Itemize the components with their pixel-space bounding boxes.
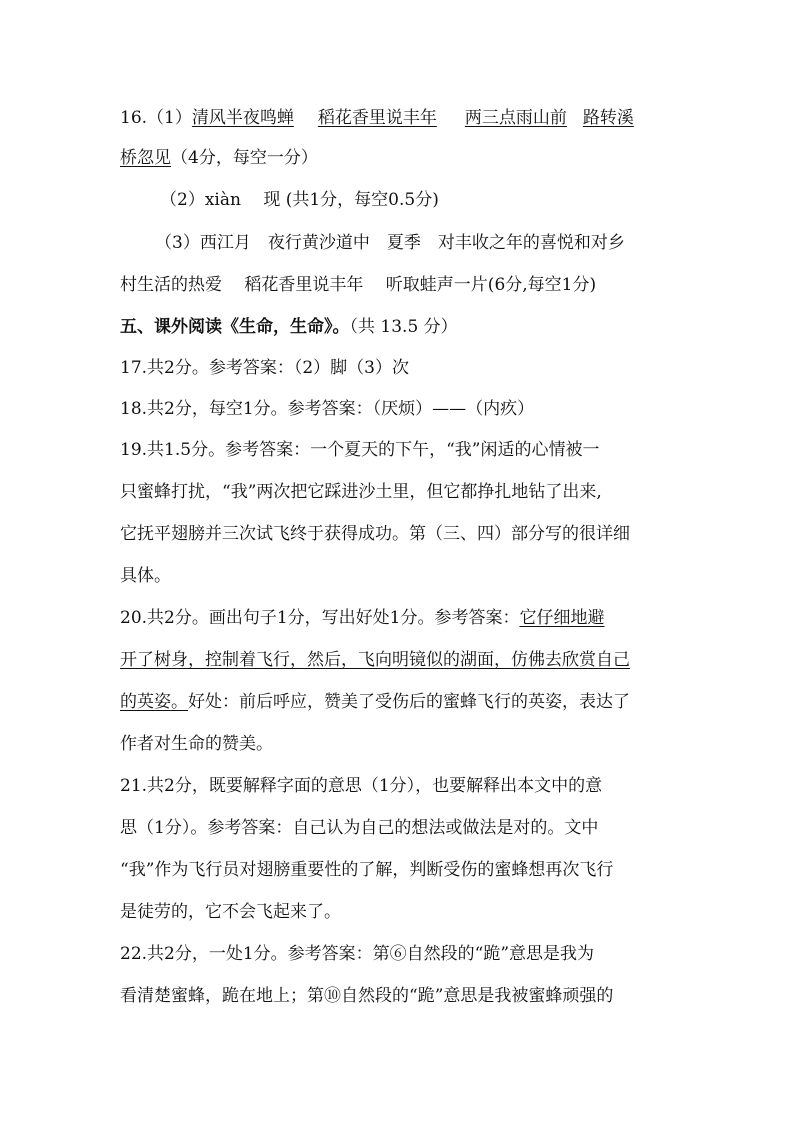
q16-blank-2: 稻花香里说丰年	[317, 108, 437, 128]
q22-line1: 22.共2分，一处1分。参考答案：第⑥自然段的“跪”意思是我为	[120, 944, 595, 964]
section5-title: 五、课外阅读《生命，生命》。	[120, 317, 350, 337]
q20-intro: 20.共2分。画出句子1分，写出好处1分。参考答案：	[120, 608, 520, 628]
q16-number: 16.（1）	[120, 108, 192, 128]
q21-line2: 思（1分）。参考答案：自己认为自己的想法或做法是对的。文中	[120, 818, 599, 838]
q19-line2: 只蜜蜂打扰，“我”两次把它踩进沙土里，但它都挣扎地钻了出来,	[120, 482, 602, 502]
q20-line4: 作者对生命的赞美。	[120, 734, 273, 754]
q16-part1-line1	[120, 106, 680, 130]
q21-line3: “我”作为飞行员对翅膀重要性的了解，判断受伤的蜜蜂想再次飞行	[120, 860, 614, 880]
q20-underlined-sentence-part1: 它仔细地避	[519, 608, 605, 628]
q21-line1: 21.共2分，既要解释字面的意思（1分），也要解释出本文中的意	[120, 776, 603, 796]
q16-blank-4b: 桥忽见	[120, 148, 171, 168]
section5-heading	[120, 315, 680, 339]
q16-part2: （2）xiàn 现 (共1分，每空0.5分)	[160, 190, 439, 210]
q16-part3-line2: 村生活的热爱 稻花香里说丰年 听取蛙声一片(6分,每空1分)	[120, 275, 597, 295]
q19-line1: 19.共1.5分。参考答案：一个夏天的下午，“我”闲适的心情被一	[120, 440, 600, 460]
q20-underlined-sentence-part2: 开了树身，控制着飞行，然后，飞向明镜似的湖面，仿佛去欣赏自己	[120, 650, 630, 670]
q20-benefit: 好处：前后呼应，赞美了受伤后的蜜蜂飞行的英姿，表达了	[188, 692, 630, 712]
q16-blank-3: 两三点雨山前	[464, 108, 567, 128]
q19-line4: 具体。	[120, 566, 171, 586]
q20-line3	[120, 690, 680, 714]
q20-line1	[120, 606, 680, 630]
q20-line2	[120, 648, 680, 672]
q20-underlined-sentence-part3: 的英姿。	[120, 692, 188, 712]
q16-part3-line1: （3）西江月 夜行黄沙道中 夏季 对丰收之年的喜悦和对乡	[155, 233, 625, 253]
q16-blank-1: 清风半夜鸣蝉	[191, 108, 294, 128]
q22-line2: 看清楚蜜蜂，跪在地上；第⑩自然段的“跪”意思是我被蜜蜂顽强的	[120, 986, 614, 1006]
q17-line: 17.共2分。参考答案：（2）脚（3）次	[120, 358, 409, 378]
section5-score: （共 13.5 分）	[349, 317, 458, 337]
q21-line4: 是徒劳的，它不会飞起来了。	[120, 902, 341, 922]
q16-blank-4a: 路转溪	[582, 108, 634, 128]
q16-part1-score: （4分，每空一分）	[171, 148, 318, 168]
q19-line3: 它抚平翅膀并三次试飞终于获得成功。第（三、四）部分写的很详细	[120, 524, 630, 544]
q18-line: 18.共2分，每空1分。参考答案：（厌烦）——（内疚）	[120, 399, 535, 419]
q16-part1-line2	[120, 146, 680, 170]
